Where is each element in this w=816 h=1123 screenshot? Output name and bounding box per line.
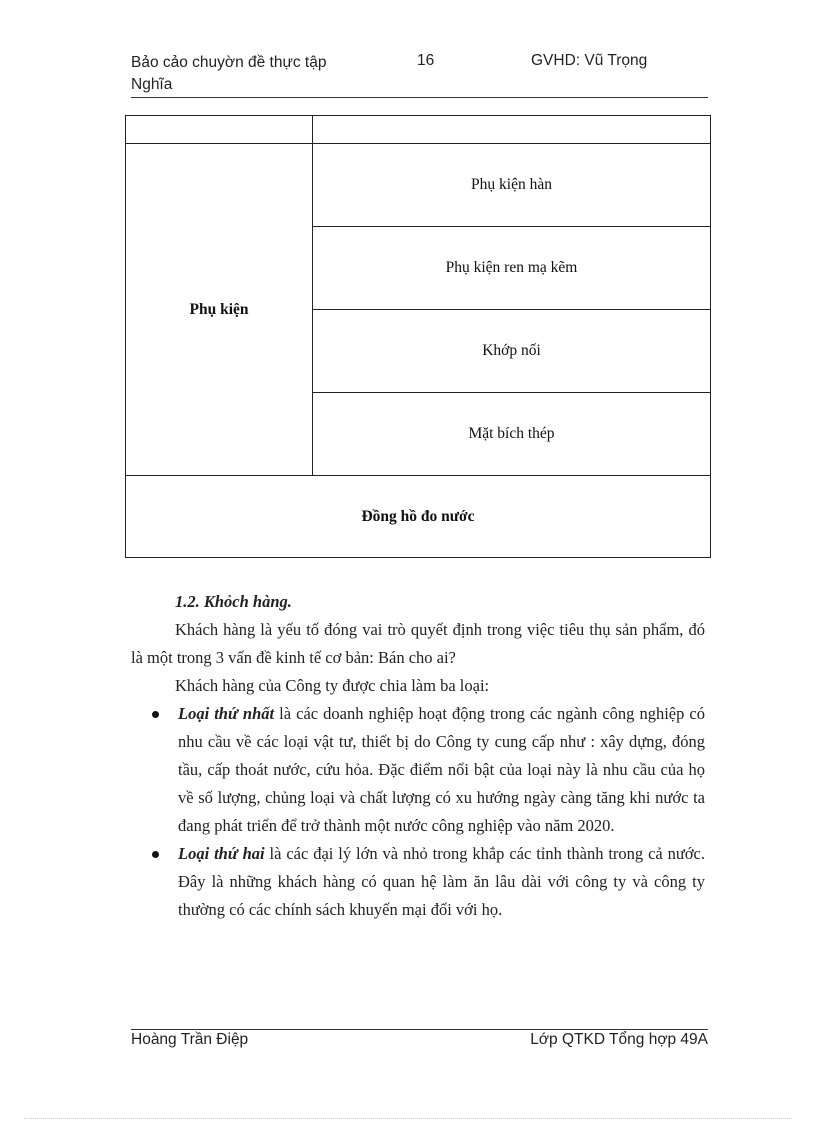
- list-item-lead: Loại thứ hai: [178, 844, 265, 863]
- category-cell: Phụ kiện: [126, 144, 313, 476]
- report-title: Bảo cảo chuyờn đề thực tập Nghĩa: [131, 54, 327, 93]
- footer-divider: [131, 1029, 708, 1030]
- section-title: 1.2. Khỏch hàng.: [175, 592, 292, 611]
- list-item: [131, 700, 705, 840]
- list-item-lead: Loại thứ nhất: [178, 704, 275, 723]
- class-name: Lớp QTKD Tổng hợp 49A: [530, 1031, 708, 1048]
- header-divider: [131, 97, 708, 98]
- product-item-cell: Mặt bích thép: [313, 393, 711, 476]
- advisor-name: GVHD: Vũ Trọng: [531, 52, 648, 69]
- body-content: [131, 588, 705, 924]
- page-number: 16: [417, 52, 435, 69]
- table-row: [126, 116, 711, 144]
- table-row: [126, 144, 711, 227]
- product-item-cell: Khớp nối: [313, 310, 711, 393]
- page-bottom-border: [24, 1118, 792, 1119]
- list-item-text: là các đại lý lớn và nhỏ trong khắp các tỉnh thành trong cả nước. Đây là những khách hàng có quan hệ làm ăn lâu dài với công ty và công ty thường có các chính sách khuyến mại đối với họ.: [178, 844, 706, 919]
- product-category-table: [125, 115, 711, 558]
- list-item-text: là các doanh nghiệp hoạt động trong các ngành công nghiệp có nhu cầu về các loại vật tư, thiết bị do Công ty cung cấp như : xây dựng, đóng tầu, cấp thoát nước, cứu hỏa. Đặc điểm nổi bật của loại này là nhu cầu của họ về số lượng, chủng loại và chất lượng có xu hướng ngày càng tăng khi nước ta đang phát triển để trở thành một nước công nghiệp vào năm 2020.: [178, 704, 706, 835]
- product-item-cell: Phụ kiện ren mạ kẽm: [313, 227, 711, 310]
- bullet-icon: [152, 851, 159, 858]
- list-item: [131, 840, 705, 924]
- author-name: Hoàng Trần Điệp: [131, 1031, 249, 1048]
- water-meter-cell: Đồng hồ đo nước: [126, 476, 711, 558]
- table-cell: [126, 116, 313, 144]
- table-row: [126, 476, 711, 558]
- paragraph: Khách hàng là yếu tố đóng vai trò quyết định trong việc tiêu thụ sản phẩm, đó là một trong 3 vấn đề kinh tế cơ bản: Bán cho ai?: [131, 620, 705, 667]
- customer-type-list: [131, 700, 705, 924]
- paragraph: Khách hàng của Công ty được chia làm ba loại:: [175, 676, 490, 695]
- table-cell: [313, 116, 711, 144]
- bullet-icon: [152, 711, 159, 718]
- product-item-cell: Phụ kiện hàn: [313, 144, 711, 227]
